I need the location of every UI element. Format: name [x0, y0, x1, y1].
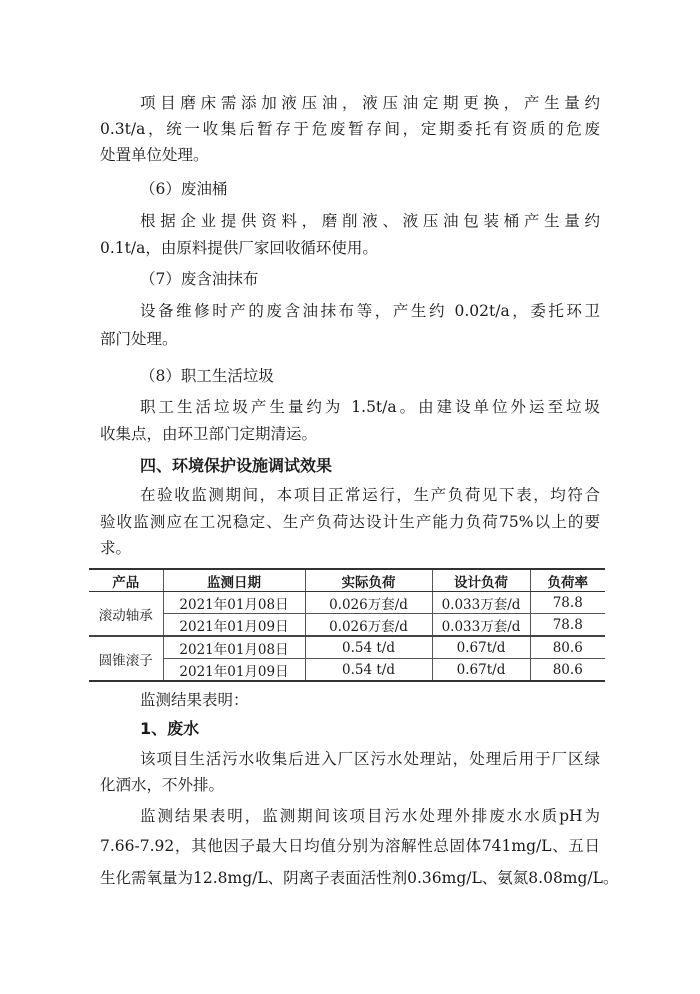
table-row — [89, 592, 605, 614]
load-rate-cell: 80.6 — [530, 636, 605, 659]
result-intro: 监测结果表明： — [140, 691, 249, 709]
table-row — [89, 614, 605, 637]
paragraph-line: 处置单位处理。 — [100, 146, 209, 164]
date-cell: 2021年01月09日 — [163, 614, 305, 637]
load-rate-cell: 78.8 — [530, 592, 605, 614]
paragraph-line: 监测结果表明，监测期间该项目污水处理外排废水水质pH为 — [140, 807, 600, 825]
product-cell: 圆锥滚子 — [89, 636, 163, 681]
date-cell: 2021年01月08日 — [163, 592, 305, 614]
production-load-table — [89, 568, 605, 682]
actual-load-cell: 0.026万套/d — [305, 592, 432, 614]
paragraph-line: 根据企业提供资料，磨削液、液压油包装桶产生量约 — [140, 212, 600, 230]
product-cell: 滚动轴承 — [89, 592, 163, 637]
table-row — [89, 659, 605, 682]
header-design-load: 设计负荷 — [432, 569, 530, 592]
actual-load-cell: 0.54 t/d — [305, 636, 432, 659]
table-header-row — [89, 569, 605, 592]
paragraph-line: 职工生活垃圾产生量约为 1.5t/a。由建设单位外运至垃圾 — [140, 398, 600, 416]
design-load-cell: 0.67t/d — [432, 659, 530, 682]
paragraph-line: 该项目生活污水收集后进入厂区污水处理站，处理后用于厂区绿 — [140, 750, 600, 768]
header-actual-load: 实际负荷 — [305, 569, 432, 592]
section-heading: 四、环境保护设施调试效果 — [140, 456, 333, 475]
paragraph-line: 0.1t/a，由原料提供厂家回收循环使用。 — [100, 239, 378, 257]
paragraph-line: 生化需氧量为12.8mg/L、阴离子表面活性剂0.36mg/L、氨氮8.08mg/L。 — [100, 869, 619, 887]
date-cell: 2021年01月09日 — [163, 659, 305, 682]
paragraph-line: 求。 — [100, 539, 132, 557]
load-rate-cell: 80.6 — [530, 659, 605, 682]
subheading-domestic-waste: （8）职工生活垃圾 — [140, 367, 274, 385]
paragraph-line: 项目磨床需添加液压油，液压油定期更换，产生量约 — [140, 94, 600, 112]
paragraph-line: 收集点，由环卫部门定期清运。 — [100, 425, 318, 443]
paragraph-line: 0.3t/a，统一收集后暂存于危废暂存间，定期委托有资质的危废 — [100, 120, 600, 138]
section-heading-wastewater: 1、废水 — [140, 719, 200, 738]
subheading-oily-rags: （7）废含油抹布 — [140, 270, 259, 288]
design-load-cell: 0.033万套/d — [432, 592, 530, 614]
header-load-rate: 负荷率 — [530, 569, 605, 592]
table-row — [89, 636, 605, 659]
design-load-cell: 0.033万套/d — [432, 614, 530, 637]
load-rate-cell: 78.8 — [530, 614, 605, 637]
paragraph-line: 部门处理。 — [100, 330, 178, 348]
subheading-waste-oil-drum: （6）废油桶 — [140, 180, 228, 198]
date-cell: 2021年01月08日 — [163, 636, 305, 659]
paragraph-line: 在验收监测期间，本项目正常运行，生产负荷见下表，均符合 — [140, 486, 600, 504]
actual-load-cell: 0.54 t/d — [305, 659, 432, 682]
design-load-cell: 0.67t/d — [432, 636, 530, 659]
paragraph-line: 7.66-7.92，其他因子最大日均值分别为溶解性总固体741mg/L、五日 — [100, 837, 600, 855]
actual-load-cell: 0.026万套/d — [305, 614, 432, 637]
paragraph-line: 设备维修时产的废含油抹布等，产生约 0.02t/a，委托环卫 — [140, 302, 600, 320]
paragraph-line: 验收监测应在工况稳定、生产负荷达设计生产能力负荷75%以上的要 — [100, 513, 600, 531]
header-product: 产品 — [89, 569, 163, 592]
header-date: 监测日期 — [163, 569, 305, 592]
paragraph-line: 化洒水，不外排。 — [100, 776, 225, 794]
